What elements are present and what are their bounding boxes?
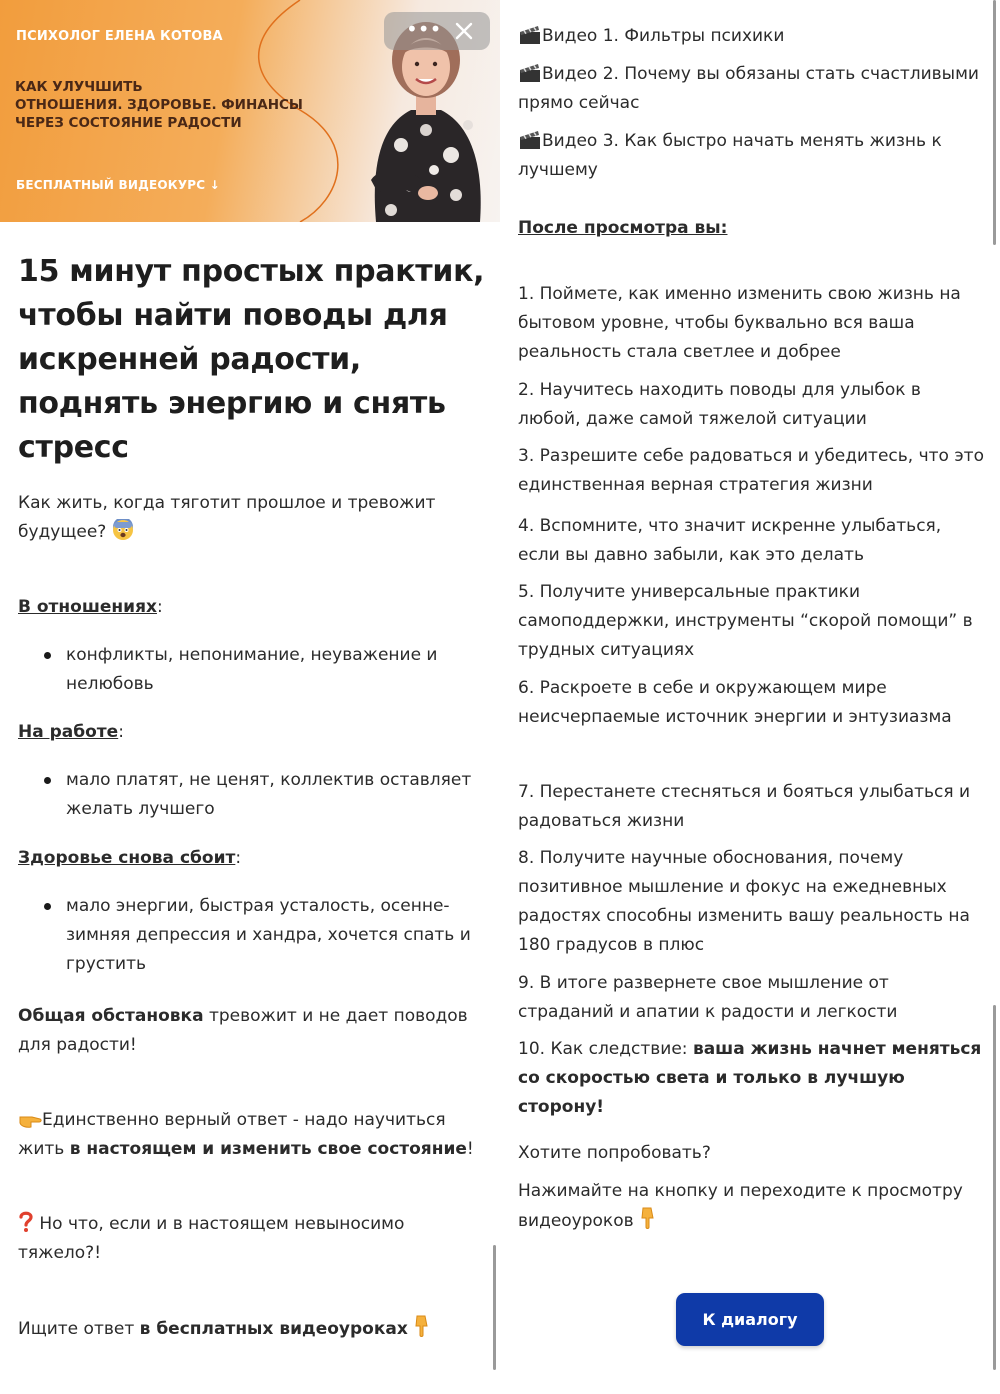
banner-author: ПСИХОЛОГ ЕЛЕНА КОТОВА [16,29,223,44]
more-icon[interactable]: ••• [406,17,442,41]
video-item[interactable]: Видео 1. Фильтры психики [518,22,988,51]
video-item[interactable]: Видео 3. Как быстро начать менять жизнь к лучшему [518,127,988,185]
question-text: Но что, если и в настоящем невыносимо тяжело?! [18,1210,488,1268]
benefit-item-final: 10. Как следствие: ваша жизнь начнет меняться со скоростью света и только в лучшую сторону! [518,1039,982,1117]
benefit-item: 6. Раскроете в себе и окружающем мире неисчерпаемые источник энергии и энтузиазма [518,678,952,727]
bullet-dot [44,903,51,910]
seek-text: Ищите ответ в бесплатных видеоуроках [18,1314,488,1344]
health-heading: Здоровье снова сбоит: [18,848,242,868]
benefit-item: 7. Перестанете стесняться и бояться улыбаться и радоваться жизни [518,782,971,831]
pointing-down-icon [639,1206,657,1230]
benefit-item: 2. Научитесь находить поводы для улыбок в любой, даже самой тяжелой ситуации [518,380,921,429]
close-icon[interactable] [452,19,476,43]
benefit-item: 8. Получите научные обоснования, почему позитивное мышление и фокус на ежедневных радостях способны изменить вашу реальность на 180 градусов в плюс [518,848,970,955]
banner-headline: КАК УЛУЧШИТЬ ОТНОШЕНИЯ. ЗДОРОВЬЕ. ФИНАНСЫ ЧЕРЕЗ СОСТОЯНИЕ РАДОСТИ [15,79,303,131]
pointing-right-icon [18,1111,42,1129]
bullet-dot [44,652,51,659]
benefit-item: 1. Поймете, как именно изменить свою жизнь на бытовом уровне, чтобы буквально вся ваша реальность стала светлее и добрее [518,284,961,362]
scrollbar[interactable] [493,1245,496,1370]
intro-text: Как жить, когда тяготит прошлое и тревожит будущее? [18,493,436,542]
answer-text: Единственно верный ответ - надо научиться жить в настоящем и изменить свое состояние! [18,1110,474,1159]
right-panel [500,0,1000,1394]
banner-free-course: БЕСПЛАТНЫЙ ВИДЕОКУРС ↓ [16,178,220,192]
situation-text: Общая обстановка тревожит и не дает поводов для радости! [18,1006,468,1055]
question-mark-icon [18,1211,34,1233]
benefit-item: 9. В итоге развернете свое мышление от страданий и апатии к радости и легкости [518,973,898,1022]
scared-face-icon [112,519,134,541]
after-heading: После просмотра вы: [518,218,728,238]
relations-heading: В отношениях: [18,597,163,617]
benefit-item: 5. Получите универсальные практики самоподдержки, инструменты “скорой помощи” в трудных ситуациях [518,582,973,660]
page-title: 15 минут простых практик, чтобы найти поводы для искренней радости, поднять энергию и снять стресс [18,254,485,465]
work-item: мало платят, не ценят, коллектив оставляет желать лучшего [66,770,472,819]
clapper-icon [518,61,542,83]
relations-item: конфликты, непонимание, неуважение и нелюбовь [66,645,438,694]
pointing-down-icon [413,1314,431,1338]
benefit-item: 4. Вспомните, что значит искренне улыбаться, если вы давно забыли, как это делать [518,516,942,565]
health-item: мало энергии, быстрая усталость, осенне-зимняя депрессия и хандра, хочется спать и грустить [66,896,471,974]
video-item[interactable]: Видео 2. Почему вы обязаны стать счастливыми прямо сейчас [518,60,988,118]
scrollbar[interactable] [993,0,996,245]
cta-text: Нажимайте на кнопку и переходите к просмотру видеоуроков [518,1181,963,1231]
scrollbar[interactable] [993,1005,996,1370]
bullet-dot [44,777,51,784]
dialog-button[interactable]: К диалогу [676,1293,824,1346]
work-heading: На работе: [18,722,124,742]
try-text: Хотите попробовать? [518,1143,711,1163]
benefit-item: 3. Разрешите себе радоваться и убедитесь, что это единственная верная стратегия жизни [518,446,984,495]
course-banner[interactable] [0,0,500,222]
clapper-icon [518,23,542,45]
clapper-icon [518,128,542,150]
